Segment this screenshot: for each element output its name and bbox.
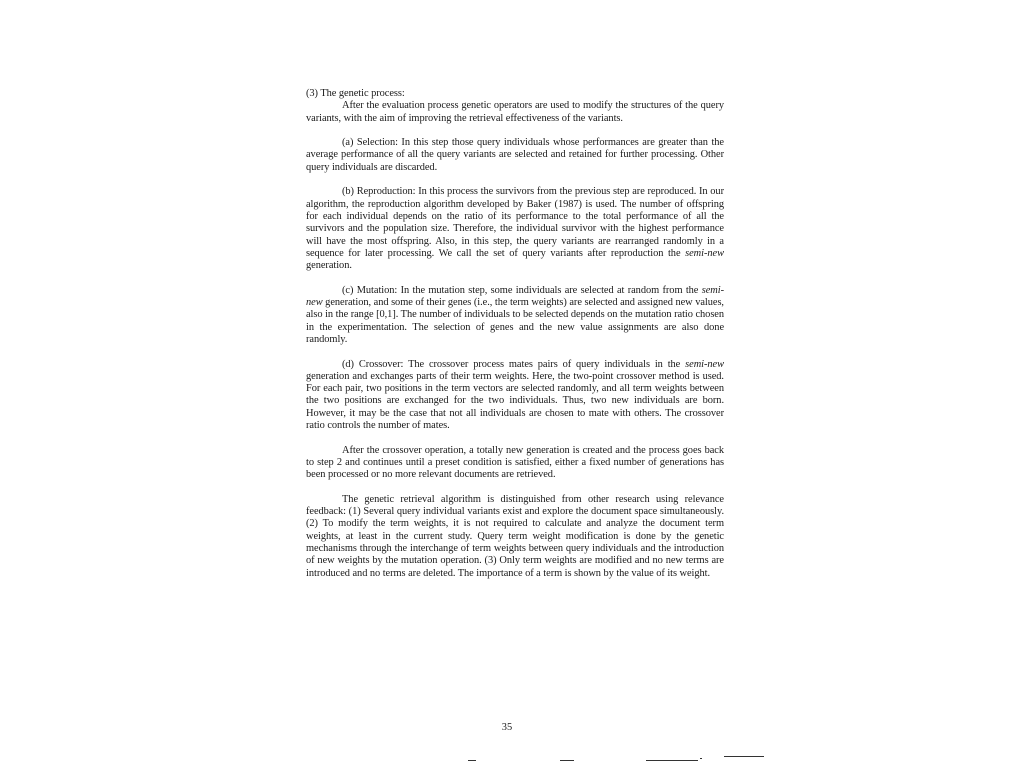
scan-artifact-line	[646, 760, 698, 761]
mutation-intro: (c) Mutation: In the mutation step, some individuals are selected at random from the	[342, 284, 699, 296]
semi-new-term: semi-new	[685, 247, 724, 259]
reproduction-text: (b) Reproduction: In this process the survivors from the previous step are reproduced. In our algorithm, the reproduction algorithm developed by Baker (1987) is used. The number of offspring for each individual depends on the ratio of its performance to the total performance of all the survivors and the population size. Therefore, the individual survivor with the highest performance will have the most offspring. Also, in this step, the query variants are rearranged randomly in a sequence for later processing. We call the set of query variants after reproduction the	[306, 186, 724, 259]
document-body	[306, 88, 724, 580]
crossover-text: generation and exchanges parts of their term weights. Here, the two-point crossover method is used. For each pair, two positions in the term vectors are selected randomly, and all term weights between the two positions are exchanged for the two individuals. Thus, two new individuals are born. However, it may be the case that not all individuals are chosen to mate with others. The crossover ratio controls the number of mates.	[306, 370, 724, 432]
semi-new-term: semi-new	[306, 284, 724, 309]
semi-new-term: semi-new	[685, 358, 724, 370]
page-number: 35	[501, 722, 513, 733]
after-crossover-paragraph: After the crossover operation, a totally new generation is created and the process goes back to step 2 and continues until a preset condition is satisfied, either a fixed number of generations has been processed or no more relevant documents are retrieved.	[306, 444, 724, 481]
scan-artifact-line	[468, 760, 476, 761]
selection-paragraph: (a) Selection: In this step those query individuals whose performances are greater than the average performance of all the query variants are selected and retained for further processing. Other query individuals are discarded.	[306, 137, 724, 173]
conclusion-paragraph: The genetic retrieval algorithm is distinguished from other research using relevance feedback: (1) Several query individual variants exist and explore the document space simultaneously. (2) To modify the term weights, it is not required to calculate and analyze the document term weights, at least in the current study. Query term weight modification is done by the genetic mechanisms through the interchange of term weights between query individuals and the introduction of new weights by the mutation operation. (3) Only term weights are modified and no new terms are introduced and no terms are deleted. The importance of a term is shown by the value of its weight.	[306, 493, 724, 579]
scan-artifact-mark	[700, 758, 702, 759]
section-heading: (3) The genetic process:	[306, 88, 405, 99]
intro-paragraph: After the evaluation process genetic operators are used to modify the structures of the query variants, with the aim of improving the retrieval effectiveness of the variants.	[306, 100, 724, 124]
crossover-intro: (d) Crossover: The crossover process mates pairs of query individuals in the	[342, 358, 681, 370]
scan-artifact-line	[724, 756, 764, 757]
reproduction-paragraph	[306, 186, 724, 272]
mutation-paragraph	[306, 285, 724, 346]
scan-artifact-line	[560, 760, 574, 761]
mutation-text: generation, and some of their genes (i.e., the term weights) are selected and assigned new values, also in the range [0,1]. The number of individuals to be selected depends on the mutation ratio chosen in the experimentation. The selection of genes and the new value assignments are also done randomly.	[306, 297, 725, 345]
crossover-paragraph	[306, 359, 724, 433]
reproduction-end: generation.	[306, 260, 352, 272]
